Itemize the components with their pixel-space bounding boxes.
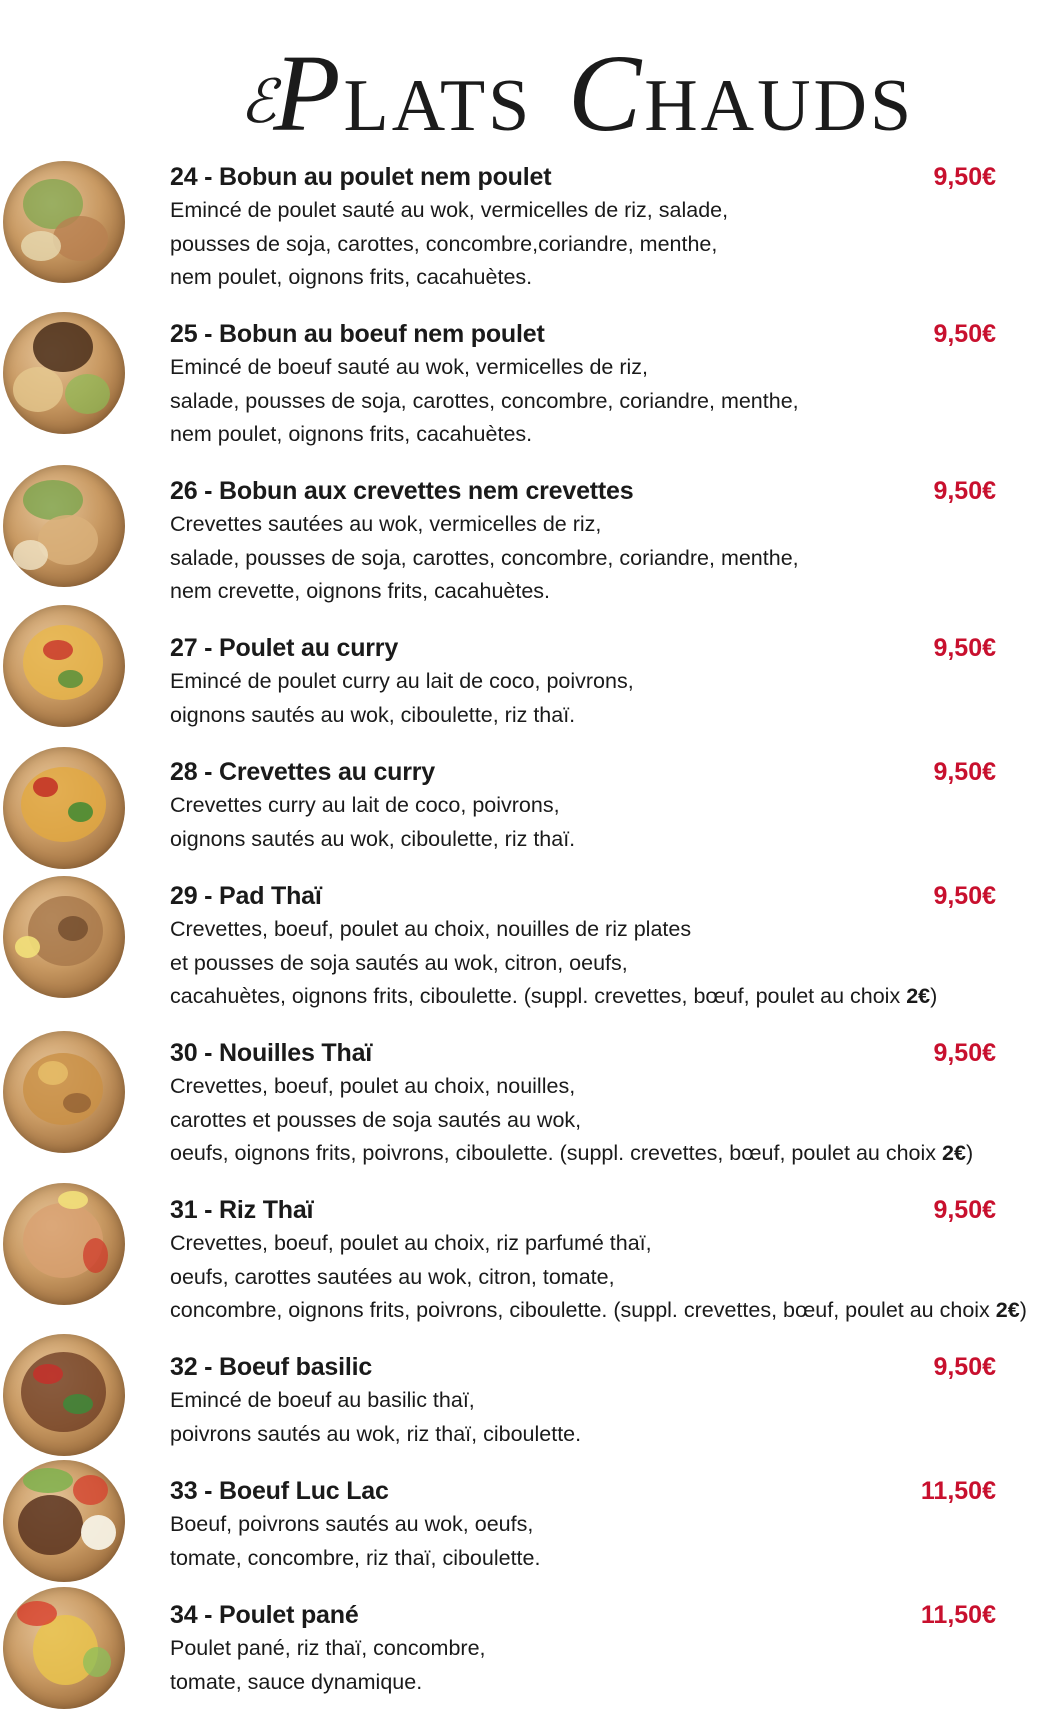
- dish-name: 29 - Pad Thaï: [170, 882, 322, 910]
- title-word-hauds: HAUDS: [644, 65, 915, 147]
- dish-price: 9,50€: [933, 477, 996, 505]
- dish-description: Emincé de boeuf sauté au wok, vermicelles de riz, salade, pousses de soja, carottes, concombre, coriandre, menthe, nem poulet, oignons frits, cacahuètes.: [170, 355, 799, 446]
- dish-photo-29: [3, 876, 125, 998]
- dish-price: 9,50€: [933, 634, 996, 662]
- dish-name: 33 - Boeuf Luc Lac: [170, 1477, 389, 1505]
- dish-photo-31: [3, 1183, 125, 1305]
- dish-name: 28 - Crevettes au curry: [170, 758, 436, 786]
- dish-photo-25: [3, 312, 125, 434]
- dish-name: 27 - Poulet au curry: [170, 634, 399, 662]
- dish-photo-32: [3, 1334, 125, 1456]
- dish-name: 25 - Bobun au boeuf nem poulet: [170, 320, 545, 348]
- dish-name: 24 - Bobun au poulet nem poulet: [170, 163, 552, 191]
- dish-photo-24: [3, 161, 125, 283]
- dish-description: Emincé de poulet curry au lait de coco, poivrons, oignons sautés au wok, ciboulette, riz thaï.: [170, 669, 634, 727]
- dish-photo-28: [3, 747, 125, 869]
- dish-photo-30: [3, 1031, 125, 1153]
- dish-price: 9,50€: [933, 1353, 996, 1381]
- dish-name: 31 - Riz Thaï: [170, 1196, 314, 1224]
- dish-description: Crevettes, boeuf, poulet au choix, riz parfumé thaï, oeufs, carottes sautées au wok, citron, tomate, concombre, oignons frits, poivrons, ciboulette. (suppl. crevettes, bœuf, poulet au choix 2€): [170, 1231, 1027, 1322]
- title-initial-p: P: [273, 32, 344, 154]
- dish-price: 9,50€: [933, 1039, 996, 1067]
- title-initial-c: C: [567, 32, 645, 154]
- dish-description: Crevettes sautées au wok, vermicelles de riz, salade, pousses de soja, carottes, concombre, coriandre, menthe, nem crevette, oignons frits, cacahuètes.: [170, 512, 799, 603]
- dish-description: Boeuf, poivrons sautés au wok, oeufs, tomate, concombre, riz thaï, ciboulette.: [170, 1512, 541, 1570]
- dish-price: 11,50€: [920, 1477, 996, 1505]
- dish-photo-26: [3, 465, 125, 587]
- dish-description: Emincé de poulet sauté au wok, vermicelles de riz, salade, pousses de soja, carottes, concombre,coriandre, menthe, nem poulet, oignons frits, cacahuètes.: [170, 198, 729, 289]
- dish-description: Crevettes curry au lait de coco, poivrons, oignons sautés au wok, ciboulette, riz thaï.: [170, 793, 576, 851]
- dish-price: 9,50€: [933, 1196, 996, 1224]
- dish-photo-27: [3, 605, 125, 727]
- dish-description: Crevettes, boeuf, poulet au choix, nouilles, carottes et pousses de soja sautés au wok, oeufs, oignons frits, poivrons, ciboulette. (suppl. crevettes, bœuf, poulet au choix 2€): [170, 1074, 974, 1165]
- dish-description: Crevettes, boeuf, poulet au choix, nouilles de riz plates et pousses de soja sautés au wok, citron, oeufs, cacahuètes, oignons frits, ciboulette. (suppl. crevettes, bœuf, poulet au choix 2€): [170, 917, 938, 1008]
- dish-price: 9,50€: [933, 758, 996, 786]
- dish-photo-33: [3, 1460, 125, 1582]
- dish-name: 32 - Boeuf basilic: [170, 1353, 373, 1381]
- title-flourish-icon: ℰ: [240, 69, 280, 135]
- title-word-lats: LATS: [343, 65, 533, 147]
- dish-name: 34 - Poulet pané: [170, 1601, 359, 1629]
- dish-photo-34: [3, 1587, 125, 1709]
- dish-name: 30 - Nouilles Thaï: [170, 1039, 373, 1067]
- dish-price: 11,50€: [920, 1601, 996, 1629]
- dish-price: 9,50€: [933, 320, 996, 348]
- dish-price: 9,50€: [933, 882, 996, 910]
- dish-price: 9,50€: [933, 163, 996, 191]
- dish-description: Poulet pané, riz thaï, concombre, tomate, sauce dynamique.: [170, 1636, 486, 1694]
- dish-description: Emincé de boeuf au basilic thaï, poivrons sautés au wok, riz thaï, ciboulette.: [170, 1388, 582, 1446]
- dish-name: 26 - Bobun aux crevettes nem crevettes: [170, 477, 634, 505]
